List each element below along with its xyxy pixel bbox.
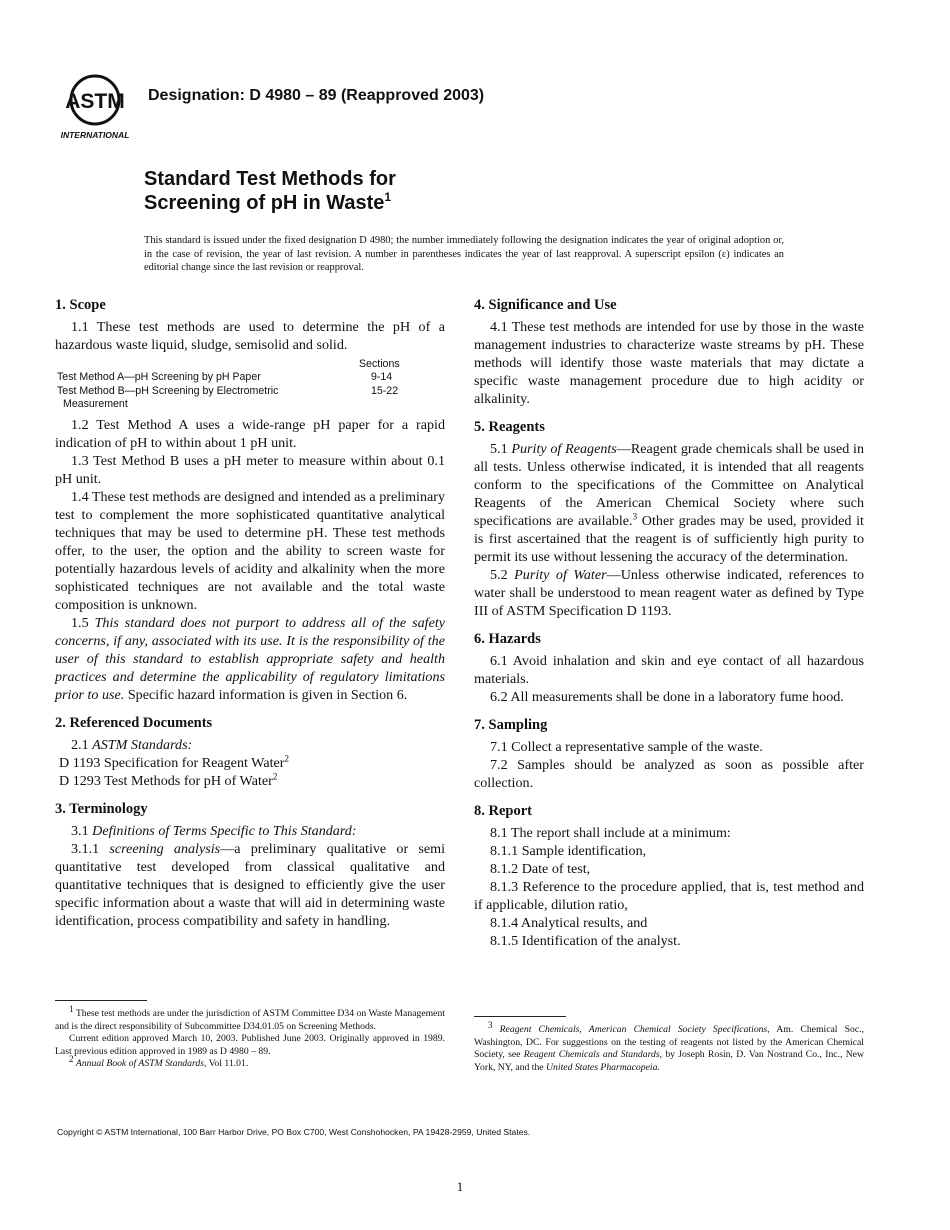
sections-table	[57, 358, 445, 412]
para-5-1-italic: Purity of Reagents	[511, 441, 617, 457]
para-3-1-1-num: 3.1.1	[71, 840, 100, 857]
sampling-heading: 7. Sampling	[474, 717, 548, 733]
right-column	[474, 296, 864, 960]
astm-logo	[57, 72, 135, 142]
title-line-1: Standard Test Methods for	[144, 168, 396, 190]
title-footnote-mark: 1	[384, 190, 392, 204]
para-5-2-italic: Purity of Water	[514, 567, 607, 583]
scope-heading: 1. Scope	[55, 297, 106, 313]
para-8-1-3: 8.1.3 Reference to the procedure applied, that is, test method and if applicable, dilution ratio,	[474, 879, 864, 913]
para-8-1-2: 8.1.2 Date of test,	[490, 861, 591, 877]
para-3-1-num: 3.1	[71, 822, 89, 839]
page-number: 1	[456, 1179, 464, 1194]
section-significance	[474, 296, 864, 408]
para-8-1-4: 8.1.4 Analytical results, and	[490, 915, 648, 931]
referenced-heading: 2. Referenced Documents	[55, 714, 213, 731]
para-5-1-a: —Reagent grade chemicals shall be used in all tests. Unless otherwise indicated, it is intended that all reagents conform to the specifications of the Committee on Analytical Reagents of the American Chemical Society where such specifications are available.	[474, 441, 864, 529]
report-heading: 8. Report	[474, 803, 532, 819]
footnote-3-b: , by Joseph Rosin, D. Van Nostrand Co., Inc., New York, NY, and the	[474, 1049, 864, 1073]
para-1-2: 1.2 Test Method A uses a wide-range pH paper for a rapid indication of pH to within about 1 pH unit.	[55, 416, 445, 451]
method-b-label-cont: Measurement	[63, 398, 128, 411]
para-3-1-1-rest: —a preliminary qualitative or semi quantitative test developed from classical qualitative and quantitative techniques that is designed to efficiently give the user specific information about a waste that will aid in determining waste identification, process compatibility and safety in handling.	[55, 840, 445, 929]
footnote-3	[474, 1019, 865, 1074]
reference-d1293-mark: 2	[272, 770, 278, 781]
para-5-1	[474, 440, 864, 566]
footnote-3-italic-2: Reagent Chemicals and Standards	[523, 1049, 660, 1061]
section-scope	[55, 296, 445, 704]
para-1-1: 1.1 These test methods are used to determine the pH of a hazardous waste liquid, sludge, semisolid and solid.	[55, 319, 445, 353]
reference-d1193-text: D 1193 Specification for Reagent Water	[59, 754, 285, 771]
logo-subtext: INTERNATIONAL	[60, 130, 130, 140]
footnote-3-italic-1: Reagent Chemicals, American Chemical Society Specifications	[499, 1024, 768, 1035]
section-referenced-documents	[55, 714, 445, 790]
para-2-1-italic: ASTM Standards:	[92, 736, 193, 753]
para-4-1: 4.1 These test methods are intended for use by those in the waste management industries to characterize waste streams by pH. These methods will identify those waste materials that may dictate a specific waste management procedure due to high acidity or alkalinity.	[474, 319, 864, 407]
para-3-1	[55, 822, 445, 840]
section-hazards	[474, 630, 864, 706]
para-6-2: 6.2 All measurements shall be done in a laboratory fume hood.	[490, 689, 844, 705]
para-8-1: 8.1 The report shall include at a minimum:	[490, 825, 731, 841]
method-a-sections: 9-14	[371, 371, 393, 384]
footnote-3-italic-3: United States Pharmacopeia.	[546, 1061, 660, 1073]
para-7-1: 7.1 Collect a representative sample of the waste.	[490, 739, 763, 755]
left-column	[55, 296, 445, 940]
footnote-1-text: These test methods are under the jurisdiction of ASTM Committee D34 on Waste Management and is the direct responsibility of Subcommittee D34.01.05 on Screening Methods.	[55, 1008, 446, 1032]
copyright-line: Copyright © ASTM International, 100 Barr Harbor Drive, PO Box C700, West Conshohocken, PA 19428-2959, United States.	[57, 1127, 531, 1137]
para-1-5-rest: Specific hazard information is given in Section 6.	[127, 686, 408, 703]
terminology-heading: 3. Terminology	[55, 800, 148, 817]
method-b-sections: 15-22	[371, 384, 399, 397]
para-3-1-1-italic: screening analysis	[109, 840, 221, 857]
title-line-2	[144, 191, 396, 215]
reference-d1293	[55, 772, 445, 790]
para-5-2	[474, 566, 864, 620]
para-2-1	[55, 736, 445, 754]
footnote-2-rest: , Vol 11.01.	[204, 1058, 249, 1070]
para-1-5	[55, 614, 445, 704]
para-5-2-rest: —Unless otherwise indicated, references to water shall be understood to mean reagent water as defined by Type III of ASTM Specification D 1193.	[474, 567, 865, 619]
method-a-label: Test Method A—pH Screening by pH Paper	[57, 371, 261, 384]
para-8-1-5: 8.1.5 Identification of the analyst.	[490, 933, 681, 949]
method-a-row	[57, 371, 445, 384]
para-1-5-num: 1.5	[71, 614, 89, 631]
method-b-row	[57, 385, 445, 398]
para-3-1-1	[55, 840, 445, 930]
footnote-2	[55, 1054, 445, 1071]
para-1-3: 1.3 Test Method B uses a pH meter to measure within about 0.1 pH unit.	[55, 452, 445, 487]
document-title	[144, 167, 396, 215]
footnote-rule-right	[474, 1016, 566, 1017]
footnote-3-a: , Am. Chemical Soc., Washington, DC. For suggestions on the testing of reagents not listed by the American Chemical Society, see	[474, 1024, 865, 1061]
section-sampling	[474, 716, 864, 792]
section-report	[474, 802, 864, 950]
para-2-1-num: 2.1	[71, 736, 89, 753]
sections-header: Sections	[359, 358, 400, 370]
para-5-1-b: Other grades may be used, provided it is first ascertained that the reagent is of sufficiently high purity to permit its use without lessening the accuracy of the determination.	[474, 513, 864, 565]
logo-letters: ASTM	[65, 90, 125, 113]
issued-note: This standard is issued under the fixed designation D 4980; the number immediately following the designation indicates the year of original adoption or, in the case of revision, the year of last revision. A number in parentheses indicates the year of last reapproval. A superscript epsilon (ε) indicates an editorial change since the last revision or reapproval.	[144, 235, 784, 273]
reference-d1193-mark: 2	[284, 752, 289, 763]
footnote-1	[55, 1003, 446, 1033]
footnotes-right	[474, 1019, 865, 1074]
para-7-2: 7.2 Samples should be analyzed as soon as possible after collection.	[474, 757, 864, 791]
reagents-heading: 5. Reagents	[474, 419, 545, 435]
para-8-1-1: 8.1.1 Sample identification,	[490, 843, 647, 859]
footnote-1-b: Current edition approved March 10, 2003. Published June 2003. Originally approved in 1989. Last previous edition approved in 1989 as D 4980 – 89.	[55, 1033, 445, 1057]
para-3-1-italic: Definitions of Terms Specific to This Standard:	[92, 822, 357, 839]
footnote-rule-left	[55, 1000, 147, 1001]
footnote-2-italic: Annual Book of ASTM Standards	[75, 1058, 205, 1070]
reference-d1193	[55, 754, 445, 772]
para-6-1: 6.1 Avoid inhalation and skin and eye contact of all hazardous materials.	[474, 653, 864, 687]
astm-logo-graphic	[57, 72, 135, 142]
para-5-2-num: 5.2	[490, 567, 508, 583]
footnotes-left	[55, 1003, 446, 1071]
designation: Designation: D 4980 – 89 (Reapproved 2003)	[148, 87, 485, 104]
para-1-4: 1.4 These test methods are designed and intended as a preliminary test to complement the more sophisticated quantitative analytical techniques that may be used to determine pH. These test methods offer, to the user, the option and the ability to screen waste for potentially hazardous levels of acidity and alkalinity when the more sophisticated techniques are not available and the total waste composition is unknown.	[55, 488, 445, 613]
title-line-2-text: Screening of pH in Waste	[144, 192, 385, 214]
para-5-1-mark: 3	[632, 511, 638, 522]
section-reagents	[474, 418, 864, 620]
footnote-2-mark: 2	[69, 1054, 74, 1065]
section-terminology	[55, 800, 445, 930]
reference-d1293-text: D 1293 Test Methods for pH of Water	[59, 772, 273, 789]
method-b-label: Test Method B—pH Screening by Electrometric	[57, 384, 279, 397]
hazards-heading: 6. Hazards	[474, 631, 541, 647]
para-1-5-italic: This standard does not purport to address all of the safety concerns, if any, associated with its use. It is the responsibility of the user of this standard to establish appropriate safety and health practices and determine the applicability of regulatory limitations prior to use.	[55, 614, 445, 703]
significance-heading: 4. Significance and Use	[474, 297, 617, 313]
para-5-1-num: 5.1	[490, 441, 508, 457]
footnote-3-mark: 3	[488, 1019, 493, 1030]
footnote-1-mark: 1	[69, 1003, 74, 1014]
